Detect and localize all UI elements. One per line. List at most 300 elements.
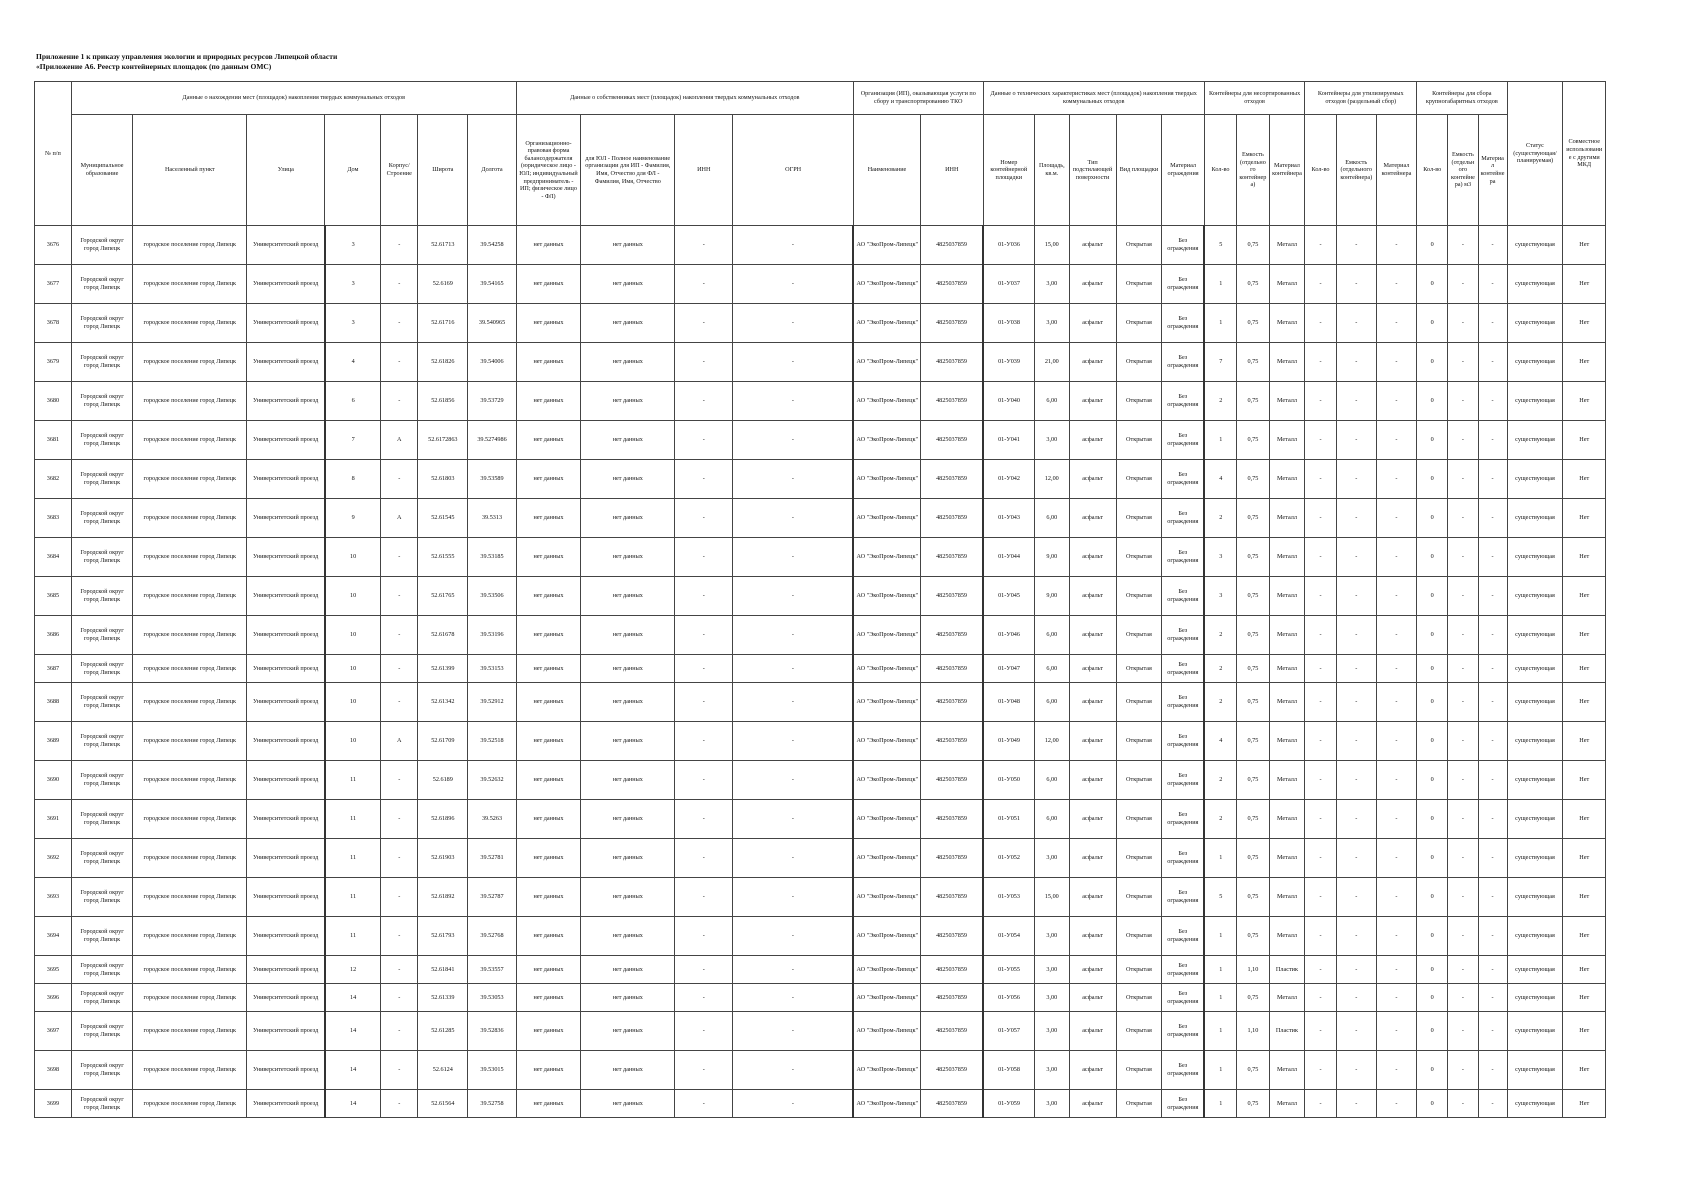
inn-cell: - (675, 655, 733, 683)
inn-cell: - (675, 917, 733, 956)
house-cell: 10 (325, 538, 381, 577)
surface-cell: асфальт (1069, 655, 1116, 683)
street-cell: Университетский проезд (247, 917, 325, 956)
org-inn-cell: 4825037859 (921, 421, 984, 460)
street-cell: Университетский проезд (247, 616, 325, 655)
bulky-capacity-cell: - (1448, 421, 1478, 460)
legal-form-cell: нет данных (516, 1051, 581, 1090)
settlement-cell: городское поселение город Липецк (133, 956, 247, 984)
building-cell: - (381, 655, 418, 683)
recycled-material-cell: - (1376, 538, 1416, 577)
house-cell: 10 (325, 722, 381, 761)
legal-form-cell: нет данных (516, 460, 581, 499)
unsorted-capacity-cell: 0,75 (1237, 304, 1269, 343)
unsorted-material-cell: Металл (1269, 655, 1305, 683)
row-num-cell: 3692 (35, 839, 72, 878)
unsorted-qty-cell: 3 (1204, 538, 1236, 577)
area-cell: 9,00 (1034, 577, 1069, 616)
lon-cell: 39.53185 (468, 538, 516, 577)
site-type-cell: Открытая (1116, 1012, 1162, 1051)
recycled-qty-cell: - (1305, 616, 1336, 655)
legal-form-cell: нет данных (516, 499, 581, 538)
recycled-material-cell: - (1376, 655, 1416, 683)
owner-name-cell: нет данных (581, 839, 675, 878)
bulky-capacity-cell: - (1448, 304, 1478, 343)
unsorted-capacity-cell: 0,75 (1237, 917, 1269, 956)
unsorted-qty-cell: 2 (1204, 800, 1236, 839)
unsorted-material-cell: Металл (1269, 577, 1305, 616)
col-unsorted-capacity-header: Емкость (отдельного контейнера) (1237, 115, 1269, 226)
inn-cell: - (675, 683, 733, 722)
legal-form-cell: нет данных (516, 343, 581, 382)
unsorted-material-cell: Металл (1269, 226, 1305, 265)
fence-cell: Без ограждения (1162, 265, 1204, 304)
unsorted-capacity-cell: 0,75 (1237, 839, 1269, 878)
street-cell: Университетский проезд (247, 499, 325, 538)
bulky-material-cell: - (1478, 917, 1507, 956)
recycled-qty-cell: - (1305, 577, 1336, 616)
lon-cell: 39.540965 (468, 304, 516, 343)
row-num-cell: 3693 (35, 878, 72, 917)
bulky-material-cell: - (1478, 722, 1507, 761)
surface-cell: асфальт (1069, 1012, 1116, 1051)
bulky-capacity-cell: - (1448, 343, 1478, 382)
recycled-material-cell: - (1376, 956, 1416, 984)
settlement-cell: городское поселение город Липецк (133, 984, 247, 1012)
lat-cell: 52.6169 (418, 265, 468, 304)
building-cell: - (381, 1051, 418, 1090)
bulky-capacity-cell: - (1448, 226, 1478, 265)
lon-cell: 39.53196 (468, 616, 516, 655)
house-cell: 14 (325, 1012, 381, 1051)
bulky-capacity-cell: - (1448, 839, 1478, 878)
unsorted-material-cell: Металл (1269, 917, 1305, 956)
col-settlement-header: Населенный пункт (133, 115, 247, 226)
street-cell: Университетский проезд (247, 226, 325, 265)
ogrn-cell: - (733, 577, 854, 616)
legal-form-cell: нет данных (516, 382, 581, 421)
legal-form-cell: нет данных (516, 1090, 581, 1118)
unsorted-material-cell: Металл (1269, 304, 1305, 343)
bulky-qty-cell: 0 (1417, 800, 1448, 839)
unsorted-material-cell: Металл (1269, 722, 1305, 761)
col-org-name-header: Наименование (853, 115, 920, 226)
fence-cell: Без ограждения (1162, 839, 1204, 878)
lat-cell: 52.61713 (418, 226, 468, 265)
unsorted-qty-cell: 2 (1204, 683, 1236, 722)
shared-cell: Нет (1563, 1090, 1606, 1118)
bulky-capacity-cell: - (1448, 577, 1478, 616)
settlement-cell: городское поселение город Липецк (133, 382, 247, 421)
house-cell: 14 (325, 1051, 381, 1090)
recycled-material-cell: - (1376, 616, 1416, 655)
inn-cell: - (675, 304, 733, 343)
unsorted-capacity-cell: 0,75 (1237, 226, 1269, 265)
house-cell: 11 (325, 878, 381, 917)
house-cell: 14 (325, 984, 381, 1012)
fence-cell: Без ограждения (1162, 878, 1204, 917)
row-num-cell: 3694 (35, 917, 72, 956)
col-unsorted-material-header: Материал контейнера (1269, 115, 1305, 226)
bulky-material-cell: - (1478, 265, 1507, 304)
lat-cell: 52.61399 (418, 655, 468, 683)
org-name-cell: АО "ЭкоПром-Липецк" (853, 538, 920, 577)
building-cell: - (381, 382, 418, 421)
unsorted-capacity-cell: 1,10 (1237, 956, 1269, 984)
surface-cell: асфальт (1069, 1090, 1116, 1118)
street-cell: Университетский проезд (247, 956, 325, 984)
group-recycled-containers-header: Контейнеры для утилизируемых отходов (раздельный сбор) (1305, 82, 1417, 115)
surface-cell: асфальт (1069, 800, 1116, 839)
municipality-cell: Городской округ город Липецк (71, 761, 132, 800)
house-cell: 10 (325, 577, 381, 616)
area-cell: 3,00 (1034, 265, 1069, 304)
org-inn-cell: 4825037859 (921, 1090, 984, 1118)
recycled-capacity-cell: - (1336, 460, 1376, 499)
recycled-capacity-cell: - (1336, 1051, 1376, 1090)
ogrn-cell: - (733, 304, 854, 343)
unsorted-capacity-cell: 0,75 (1237, 499, 1269, 538)
settlement-cell: городское поселение город Липецк (133, 343, 247, 382)
unsorted-qty-cell: 4 (1204, 460, 1236, 499)
unsorted-capacity-cell: 0,75 (1237, 577, 1269, 616)
lat-cell: 52.61892 (418, 878, 468, 917)
recycled-capacity-cell: - (1336, 800, 1376, 839)
building-cell: - (381, 878, 418, 917)
bulky-capacity-cell: - (1448, 499, 1478, 538)
unsorted-material-cell: Пластик (1269, 956, 1305, 984)
ogrn-cell: - (733, 761, 854, 800)
col-ogrn-header: ОГРН (733, 115, 854, 226)
lat-cell: 52.61716 (418, 304, 468, 343)
col-num-header: № п/п (35, 82, 72, 226)
row-num-cell: 3691 (35, 800, 72, 839)
settlement-cell: городское поселение город Липецк (133, 800, 247, 839)
lat-cell: 52.61545 (418, 499, 468, 538)
owner-name-cell: нет данных (581, 761, 675, 800)
municipality-cell: Городской округ город Липецк (71, 460, 132, 499)
lat-cell: 52.61709 (418, 722, 468, 761)
lat-cell: 52.6124 (418, 1051, 468, 1090)
org-inn-cell: 4825037859 (921, 538, 984, 577)
street-cell: Университетский проезд (247, 878, 325, 917)
lon-cell: 39.53729 (468, 382, 516, 421)
site-no-cell: 01-У046 (983, 616, 1034, 655)
street-cell: Университетский проезд (247, 1090, 325, 1118)
lon-cell: 39.52758 (468, 1090, 516, 1118)
lon-cell: 39.5263 (468, 800, 516, 839)
shared-cell: Нет (1563, 304, 1606, 343)
inn-cell: - (675, 984, 733, 1012)
col-legal-form-header: Организационно-правовая форма балансодержателя (юридическое лицо - ЮЛ; индивидуальный предприниматель - ИП; физическое лицо - ФЛ) (516, 115, 581, 226)
bulky-capacity-cell: - (1448, 1012, 1478, 1051)
table-row (35, 538, 1606, 577)
org-inn-cell: 4825037859 (921, 1051, 984, 1090)
site-type-cell: Открытая (1116, 421, 1162, 460)
unsorted-capacity-cell: 0,75 (1237, 382, 1269, 421)
lat-cell: 52.61803 (418, 460, 468, 499)
recycled-qty-cell: - (1305, 683, 1336, 722)
shared-cell: Нет (1563, 683, 1606, 722)
bulky-qty-cell: 0 (1417, 616, 1448, 655)
bulky-qty-cell: 0 (1417, 722, 1448, 761)
bulky-qty-cell: 0 (1417, 655, 1448, 683)
house-cell: 10 (325, 683, 381, 722)
lat-cell: 52.61285 (418, 1012, 468, 1051)
unsorted-material-cell: Металл (1269, 460, 1305, 499)
bulky-qty-cell: 0 (1417, 984, 1448, 1012)
shared-cell: Нет (1563, 538, 1606, 577)
bulky-material-cell: - (1478, 421, 1507, 460)
status-cell: существующая (1507, 304, 1563, 343)
building-cell: - (381, 343, 418, 382)
building-cell: - (381, 304, 418, 343)
owner-name-cell: нет данных (581, 800, 675, 839)
col-shared-header: Совместное использование с другими МКД (1563, 82, 1606, 226)
street-cell: Университетский проезд (247, 421, 325, 460)
site-type-cell: Открытая (1116, 499, 1162, 538)
lon-cell: 39.52912 (468, 683, 516, 722)
unsorted-qty-cell: 3 (1204, 577, 1236, 616)
area-cell: 3,00 (1034, 956, 1069, 984)
site-type-cell: Открытая (1116, 878, 1162, 917)
recycled-capacity-cell: - (1336, 304, 1376, 343)
lon-cell: 39.54006 (468, 343, 516, 382)
recycled-material-cell: - (1376, 265, 1416, 304)
recycled-capacity-cell: - (1336, 382, 1376, 421)
lat-cell: 52.61678 (418, 616, 468, 655)
owner-name-cell: нет данных (581, 421, 675, 460)
ogrn-cell: - (733, 1090, 854, 1118)
recycled-capacity-cell: - (1336, 683, 1376, 722)
surface-cell: асфальт (1069, 499, 1116, 538)
recycled-capacity-cell: - (1336, 917, 1376, 956)
site-no-cell: 01-У058 (983, 1051, 1034, 1090)
table-row (35, 616, 1606, 655)
bulky-capacity-cell: - (1448, 538, 1478, 577)
site-type-cell: Открытая (1116, 265, 1162, 304)
recycled-qty-cell: - (1305, 499, 1336, 538)
owner-name-cell: нет данных (581, 577, 675, 616)
table-row (35, 878, 1606, 917)
table-row (35, 1090, 1606, 1118)
row-num-cell: 3690 (35, 761, 72, 800)
unsorted-material-cell: Металл (1269, 1051, 1305, 1090)
unsorted-capacity-cell: 0,75 (1237, 683, 1269, 722)
owner-name-cell: нет данных (581, 460, 675, 499)
building-cell: - (381, 956, 418, 984)
bulky-material-cell: - (1478, 683, 1507, 722)
fence-cell: Без ограждения (1162, 226, 1204, 265)
ogrn-cell: - (733, 917, 854, 956)
site-type-cell: Открытая (1116, 655, 1162, 683)
site-no-cell: 01-У050 (983, 761, 1034, 800)
status-cell: существующая (1507, 984, 1563, 1012)
row-num-cell: 3696 (35, 984, 72, 1012)
row-num-cell: 3682 (35, 460, 72, 499)
ogrn-cell: - (733, 984, 854, 1012)
row-num-cell: 3683 (35, 499, 72, 538)
bulky-material-cell: - (1478, 839, 1507, 878)
area-cell: 15,00 (1034, 878, 1069, 917)
building-cell: - (381, 460, 418, 499)
row-num-cell: 3697 (35, 1012, 72, 1051)
org-name-cell: АО "ЭкоПром-Липецк" (853, 499, 920, 538)
col-unsorted-qty-header: Кол-во (1204, 115, 1236, 226)
table-row (35, 917, 1606, 956)
col-status-header: Статус (существующая/планируемая) (1507, 82, 1563, 226)
fence-cell: Без ограждения (1162, 917, 1204, 956)
bulky-qty-cell: 0 (1417, 1051, 1448, 1090)
area-cell: 6,00 (1034, 683, 1069, 722)
bulky-material-cell: - (1478, 1051, 1507, 1090)
ogrn-cell: - (733, 499, 854, 538)
lat-cell: 52.6189 (418, 761, 468, 800)
area-cell: 12,00 (1034, 460, 1069, 499)
site-no-cell: 01-У048 (983, 683, 1034, 722)
table-row (35, 460, 1606, 499)
bulky-material-cell: - (1478, 304, 1507, 343)
fence-cell: Без ограждения (1162, 984, 1204, 1012)
org-name-cell: АО "ЭкоПром-Липецк" (853, 343, 920, 382)
site-type-cell: Открытая (1116, 683, 1162, 722)
org-inn-cell: 4825037859 (921, 878, 984, 917)
owner-name-cell: нет данных (581, 917, 675, 956)
shared-cell: Нет (1563, 265, 1606, 304)
table-row (35, 683, 1606, 722)
site-no-cell: 01-У045 (983, 577, 1034, 616)
row-num-cell: 3685 (35, 577, 72, 616)
recycled-qty-cell: - (1305, 1051, 1336, 1090)
municipality-cell: Городской округ город Липецк (71, 956, 132, 984)
site-type-cell: Открытая (1116, 1090, 1162, 1118)
org-inn-cell: 4825037859 (921, 1012, 984, 1051)
col-recycled-qty-header: Кол-во (1305, 115, 1336, 226)
status-cell: существующая (1507, 343, 1563, 382)
legal-form-cell: нет данных (516, 839, 581, 878)
status-cell: существующая (1507, 655, 1563, 683)
unsorted-capacity-cell: 0,75 (1237, 616, 1269, 655)
org-name-cell: АО "ЭкоПром-Липецк" (853, 1012, 920, 1051)
row-num-cell: 3698 (35, 1051, 72, 1090)
bulky-material-cell: - (1478, 577, 1507, 616)
building-cell: - (381, 1012, 418, 1051)
building-cell: - (381, 616, 418, 655)
lat-cell: 52.61793 (418, 917, 468, 956)
org-inn-cell: 4825037859 (921, 655, 984, 683)
lat-cell: 52.61856 (418, 382, 468, 421)
settlement-cell: городское поселение город Липецк (133, 917, 247, 956)
org-name-cell: АО "ЭкоПром-Липецк" (853, 984, 920, 1012)
surface-cell: асфальт (1069, 839, 1116, 878)
row-num-cell: 3677 (35, 265, 72, 304)
status-cell: существующая (1507, 1051, 1563, 1090)
owner-name-cell: нет данных (581, 343, 675, 382)
site-type-cell: Открытая (1116, 956, 1162, 984)
area-cell: 3,00 (1034, 984, 1069, 1012)
surface-cell: асфальт (1069, 956, 1116, 984)
col-municipality-header: Муниципальное образование (71, 115, 132, 226)
lon-cell: 39.52632 (468, 761, 516, 800)
building-cell: - (381, 984, 418, 1012)
surface-cell: асфальт (1069, 917, 1116, 956)
org-inn-cell: 4825037859 (921, 460, 984, 499)
table-row (35, 655, 1606, 683)
fence-cell: Без ограждения (1162, 683, 1204, 722)
shared-cell: Нет (1563, 761, 1606, 800)
inn-cell: - (675, 538, 733, 577)
legal-form-cell: нет данных (516, 683, 581, 722)
recycled-capacity-cell: - (1336, 984, 1376, 1012)
bulky-material-cell: - (1478, 800, 1507, 839)
bulky-qty-cell: 0 (1417, 343, 1448, 382)
bulky-capacity-cell: - (1448, 265, 1478, 304)
org-inn-cell: 4825037859 (921, 722, 984, 761)
owner-name-cell: нет данных (581, 1051, 675, 1090)
col-area-header: Площадь, кв.м. (1034, 115, 1069, 226)
site-type-cell: Открытая (1116, 839, 1162, 878)
site-no-cell: 01-У055 (983, 956, 1034, 984)
org-name-cell: АО "ЭкоПром-Липецк" (853, 917, 920, 956)
recycled-material-cell: - (1376, 382, 1416, 421)
site-type-cell: Открытая (1116, 304, 1162, 343)
recycled-qty-cell: - (1305, 655, 1336, 683)
recycled-qty-cell: - (1305, 538, 1336, 577)
bulky-qty-cell: 0 (1417, 1012, 1448, 1051)
surface-cell: асфальт (1069, 538, 1116, 577)
org-name-cell: АО "ЭкоПром-Липецк" (853, 722, 920, 761)
fence-cell: Без ограждения (1162, 538, 1204, 577)
recycled-material-cell: - (1376, 722, 1416, 761)
site-type-cell: Открытая (1116, 761, 1162, 800)
bulky-capacity-cell: - (1448, 722, 1478, 761)
lon-cell: 39.54165 (468, 265, 516, 304)
lon-cell: 39.52836 (468, 1012, 516, 1051)
status-cell: существующая (1507, 956, 1563, 984)
bulky-capacity-cell: - (1448, 984, 1478, 1012)
bulky-material-cell: - (1478, 382, 1507, 421)
recycled-qty-cell: - (1305, 761, 1336, 800)
group-org-header: Организация (ИП), оказывающая услуги по сбору и транспортированию ТКО (853, 82, 983, 115)
recycled-qty-cell: - (1305, 265, 1336, 304)
org-inn-cell: 4825037859 (921, 499, 984, 538)
surface-cell: асфальт (1069, 421, 1116, 460)
legal-form-cell: нет данных (516, 655, 581, 683)
col-lon-header: Долгота (468, 115, 516, 226)
recycled-capacity-cell: - (1336, 1090, 1376, 1118)
municipality-cell: Городской округ город Липецк (71, 538, 132, 577)
unsorted-qty-cell: 1 (1204, 839, 1236, 878)
street-cell: Университетский проезд (247, 839, 325, 878)
unsorted-material-cell: Металл (1269, 499, 1305, 538)
shared-cell: Нет (1563, 499, 1606, 538)
building-cell: А (381, 421, 418, 460)
bulky-qty-cell: 0 (1417, 761, 1448, 800)
recycled-material-cell: - (1376, 499, 1416, 538)
owner-name-cell: нет данных (581, 538, 675, 577)
col-org-inn-header: ИНН (921, 115, 984, 226)
municipality-cell: Городской округ город Липецк (71, 917, 132, 956)
row-num-cell: 3684 (35, 538, 72, 577)
surface-cell: асфальт (1069, 460, 1116, 499)
municipality-cell: Городской округ город Липецк (71, 722, 132, 761)
street-cell: Университетский проезд (247, 655, 325, 683)
lat-cell: 52.61339 (418, 984, 468, 1012)
area-cell: 21,00 (1034, 343, 1069, 382)
recycled-material-cell: - (1376, 1051, 1416, 1090)
fence-cell: Без ограждения (1162, 761, 1204, 800)
table-row (35, 984, 1606, 1012)
